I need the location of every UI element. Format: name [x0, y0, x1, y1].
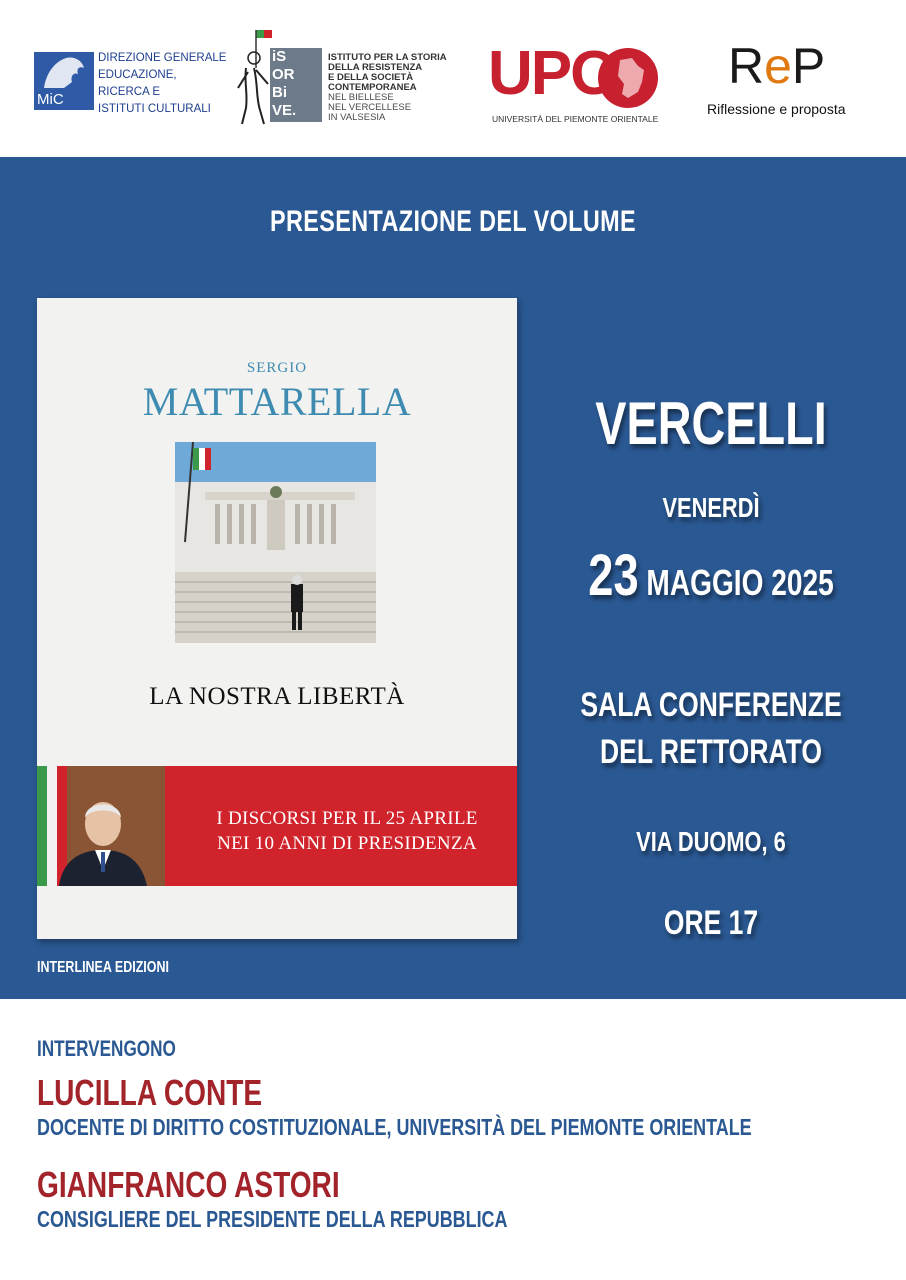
event-day-number: 23	[588, 543, 639, 608]
isorbive-mark: iS	[272, 48, 287, 65]
event-city: VERCELLI	[595, 390, 827, 457]
event-weekday: VENERDÌ	[662, 492, 760, 523]
mic-institution-name	[98, 50, 226, 118]
event-time: ORE 17	[663, 904, 759, 942]
isorbive-mark: VE.	[272, 102, 297, 119]
isorbive-line: IN VALSESIA	[328, 112, 386, 123]
mic-line: EDUCAZIONE,	[98, 69, 177, 81]
event-address: VIA DUOMO, 6	[636, 826, 786, 857]
speaker-name: LUCILLA CONTE	[37, 1072, 263, 1113]
event-heading: PRESENTAZIONE DEL VOLUME	[269, 205, 637, 238]
partisan-figure-icon	[234, 28, 274, 126]
isorbive-institution-name	[328, 53, 447, 123]
rep-mark-p: P	[791, 38, 826, 94]
speaker-role: CONSIGLIERE DEL PRESIDENTE DELLA REPUBBLICA	[37, 1206, 508, 1232]
book-author-last: MATTARELLA	[142, 379, 412, 424]
rep-subtitle: Riflessione e proposta	[707, 101, 846, 117]
event-venue-line1: SALA CONFERENZE	[580, 686, 842, 724]
isorbive-line: NEL BIELLESE	[328, 92, 394, 103]
rep-mark-e: e	[764, 38, 792, 94]
speaker-name: GIANFRANCO ASTORI	[37, 1164, 340, 1205]
upo-mark: UPO	[488, 39, 617, 108]
book-band-line: I DISCORSI PER IL 25 APRILE	[216, 808, 478, 829]
event-band	[0, 157, 906, 999]
isorbive-line: ISTITUTO PER LA STORIA	[328, 52, 447, 63]
publisher-label: INTERLINEA EDIZIONI	[37, 959, 169, 976]
mic-line: ISTITUTI CULTURALI	[98, 103, 211, 115]
mic-mark: MiC	[37, 91, 64, 108]
isorbive-logo	[270, 48, 322, 122]
isorbive-mark: Bi	[272, 84, 287, 101]
book-cover	[37, 298, 517, 939]
speakers-heading: INTERVENGONO	[37, 1036, 176, 1061]
mic-logo	[34, 52, 94, 110]
vittoriano-photo	[175, 442, 376, 643]
logo-header	[0, 0, 906, 157]
mic-horse-icon	[34, 52, 94, 92]
speaker-role: DOCENTE DI DIRITTO COSTITUZIONALE, UNIVERSITÀ DEL PIEMONTE ORIENTALE	[37, 1114, 752, 1140]
isorbive-line: CONTEMPORANEA	[328, 82, 417, 93]
isorbive-mark: OR	[272, 66, 295, 83]
book-band-text	[177, 806, 517, 856]
event-venue-line2: DEL RETTORATO	[599, 733, 823, 771]
author-portrait	[37, 766, 165, 886]
rep-logo	[728, 38, 825, 94]
event-date	[555, 542, 867, 609]
monument-illustration	[175, 442, 376, 643]
isorbive-line: E DELLA SOCIETÀ	[328, 72, 414, 83]
mic-line: DIREZIONE GENERALE	[98, 52, 227, 64]
isorbive-line: NEL VERCELLESE	[328, 102, 412, 113]
portrait-illustration	[37, 766, 165, 886]
mic-line: RICERCA E	[98, 86, 160, 98]
rep-mark-r: R	[728, 38, 765, 94]
book-title: LA NOSTRA LIBERTÀ	[149, 683, 405, 710]
book-band-line: NEI 10 ANNI DI PRESIDENZA	[217, 833, 477, 854]
event-month-year: MAGGIO 2025	[646, 562, 834, 603]
upo-subtitle: UNIVERSITÀ DEL PIEMONTE ORIENTALE	[492, 114, 659, 124]
book-author-first: SERGIO	[246, 360, 308, 376]
isorbive-line: DELLA RESISTENZA	[328, 62, 423, 73]
